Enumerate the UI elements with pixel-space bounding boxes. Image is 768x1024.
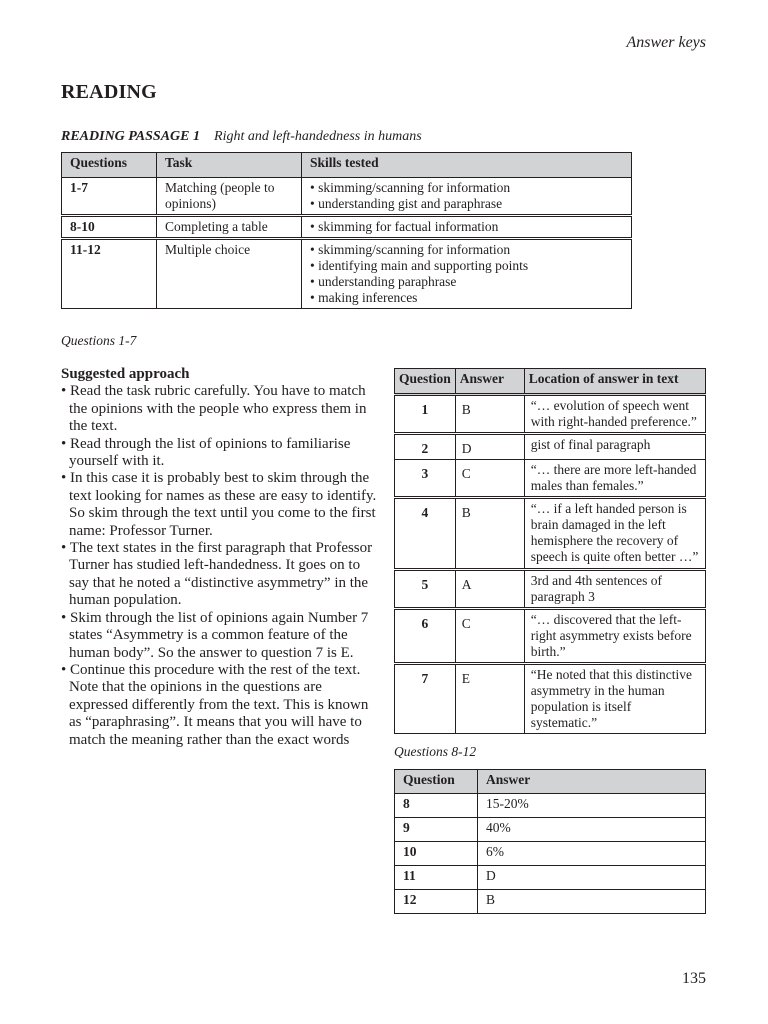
task-cell: Multiple choice: [157, 239, 302, 309]
skill-item: • making inferences: [310, 290, 418, 305]
skill-item: • skimming for factual information: [310, 219, 499, 234]
table-row: [395, 570, 706, 609]
answer-cell: C: [455, 609, 524, 664]
location-cell: 3rd and 4th sentences of paragraph 3: [524, 570, 705, 609]
skills-cell: [302, 239, 632, 309]
question-number: 3: [395, 460, 456, 498]
answers-8-12-table: [394, 769, 706, 914]
table-row: [395, 818, 706, 842]
answer-cell: A: [455, 570, 524, 609]
col-header-location: Location of answer in text: [524, 369, 705, 395]
answer-cell: E: [455, 664, 524, 734]
location-cell: “He noted that this distinctive asymmetry in the human population is itself systematic.”: [524, 664, 705, 734]
table-row: [395, 609, 706, 664]
col-header-questions: Questions: [62, 153, 157, 178]
col-header-skills: Skills tested: [302, 153, 632, 178]
question-number: 12: [395, 890, 478, 914]
approach-bullet: • Read the task rubric carefully. You have to match the opinions with the people who express them in the text.: [61, 383, 367, 435]
question-number: 1: [395, 395, 456, 434]
running-header: Answer keys: [626, 34, 706, 51]
col-header-task: Task: [157, 153, 302, 178]
answer-cell: D: [455, 434, 524, 460]
col-header-answer: Answer: [478, 770, 706, 794]
approach-bullet: • The text states in the first paragraph that Professor Turner has studied left-handedness. It goes on to say that he noted a “distinctive asymmetry” in the human population.: [61, 540, 373, 609]
skills-cell: [302, 178, 632, 216]
question-number: 6: [395, 609, 456, 664]
skill-item: • identifying main and supporting points: [310, 258, 529, 273]
question-number: 7: [395, 664, 456, 734]
answer-cell: D: [478, 866, 706, 890]
answer-cell: B: [455, 395, 524, 434]
location-cell: “… evolution of speech went with right-handed preference.”: [524, 395, 705, 434]
answer-cell: 40%: [478, 818, 706, 842]
passage-heading: [61, 129, 422, 145]
answer-cell: C: [455, 460, 524, 498]
answer-cell: B: [455, 498, 524, 570]
page-number: 135: [682, 970, 706, 987]
approach-list: [61, 383, 381, 749]
questions-8-12-label: Questions 8-12: [394, 744, 477, 759]
answers-header-row: [395, 369, 706, 395]
col-header-answer: Answer: [455, 369, 524, 395]
location-cell: “… if a left handed person is brain damaged in the left hemisphere the recovery of speech is quite often better …”: [524, 498, 705, 570]
approach-bullet: • In this case it is probably best to skim through the text looking for names as these are easy to identify. So skim through the text until you come to the first name: Professor Turner.: [61, 470, 377, 539]
approach-bullet: • Continue this procedure with the rest of the text. Note that the opinions in the questions are expressed differently from the text. This is known as “paraphrasing”. It means that you will have to match the meaning rather than the exact words: [61, 661, 369, 748]
question-number: 2: [395, 434, 456, 460]
task-cell: Completing a table: [157, 216, 302, 239]
questions-1-7-label: Questions 1-7: [61, 333, 137, 348]
overview-table: [61, 152, 632, 309]
suggested-approach: [61, 366, 381, 749]
passage-label: READING PASSAGE 1: [61, 129, 201, 144]
location-cell: “… there are more left-handed males than females.”: [524, 460, 705, 498]
overview-header-row: [62, 153, 632, 178]
skill-item: • skimming/scanning for information: [310, 242, 511, 257]
section-title: READING: [61, 81, 157, 103]
questions-cell: 8-10: [62, 216, 157, 239]
table-row: [395, 395, 706, 434]
question-number: 11: [395, 866, 478, 890]
approach-bullet: • Read through the list of opinions to familiarise yourself with it.: [61, 435, 351, 470]
approach-bullet: • Skim through the list of opinions again Number 7 states “Asymmetry is a common feature of the human body”. So the answer to question 7 is E.: [61, 609, 369, 661]
answer-cell: 6%: [478, 842, 706, 866]
skill-item: • skimming/scanning for information: [310, 180, 511, 195]
col-header-question: Question: [395, 770, 478, 794]
question-number: 8: [395, 794, 478, 818]
table-row: [395, 890, 706, 914]
table-row: [395, 842, 706, 866]
table-row: [395, 794, 706, 818]
table-row: [62, 216, 632, 239]
table-row: [395, 498, 706, 570]
table-row: [395, 664, 706, 734]
skills-cell: [302, 216, 632, 239]
col-header-question: Question: [395, 369, 456, 395]
table-row: [395, 460, 706, 498]
passage-title: Right and left-handedness in humans: [214, 129, 422, 144]
location-cell: “… discovered that the left-right asymmetry exists before birth.”: [524, 609, 705, 664]
question-number: 5: [395, 570, 456, 609]
skill-item: • understanding gist and paraphrase: [310, 196, 503, 211]
approach-title: Suggested approach: [61, 366, 190, 382]
skill-item: • understanding paraphrase: [310, 274, 457, 289]
question-number: 10: [395, 842, 478, 866]
table-row: [62, 178, 632, 216]
question-number: 4: [395, 498, 456, 570]
answers-1-7-table: [394, 368, 706, 734]
answer-cell: B: [478, 890, 706, 914]
questions-cell: 11-12: [62, 239, 157, 309]
table-row: [395, 434, 706, 460]
task-cell: Matching (people to opinions): [157, 178, 302, 216]
question-number: 9: [395, 818, 478, 842]
table-row: [62, 239, 632, 309]
table-row: [395, 866, 706, 890]
location-cell: gist of final paragraph: [524, 434, 705, 460]
questions-cell: 1-7: [62, 178, 157, 216]
answers-header-row: [395, 770, 706, 794]
answer-cell: 15-20%: [478, 794, 706, 818]
